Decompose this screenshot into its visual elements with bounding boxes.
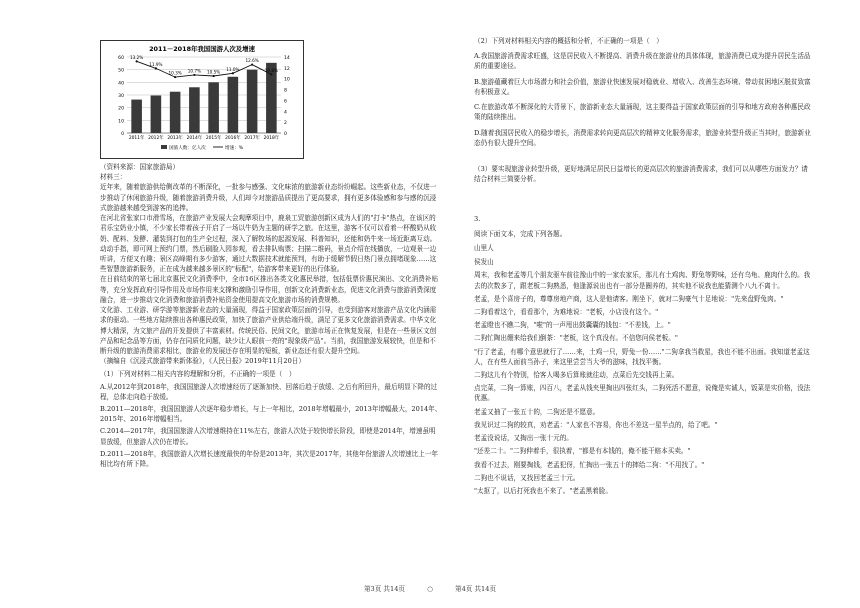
x-tick-label: 2018年 [263,136,280,141]
story-paragraph: 老孟瞪也不瞧二狗，"啦"的一声甩出鼓囊囊的钱包："不差钱，上。" [474,321,671,330]
story-paragraph: 老孟又抽了一张五十的，二狗还是不愿意。 [474,407,600,416]
bar [131,100,142,133]
material-three-label: 材料三： [100,173,127,182]
x-tick-label: 2015年 [205,136,222,141]
y-left-tick-label: 60 [118,56,124,61]
section-number: 3. [474,215,481,224]
x-tick-label: 2016年 [225,136,241,141]
growth-point [193,74,195,76]
page-footer [0,584,860,594]
story-paragraph: 二狗看着这个，看看那个，为难地说："老板，小店没有这个。" [474,307,659,316]
chart-title: 2011－2018年我国国游人次及增速 [149,45,255,53]
chart-source: （资料来源：国家旅游局） [100,163,180,171]
instruction: 阅读下面文本，完成下列各题。 [474,229,567,238]
x-tick-label: 2014年 [186,136,203,141]
story-paragraph: 我看不过去，刚要掏钱，老孟犯伢，忙掏出一张五十的摔给二狗："不用找了。" [474,460,705,469]
option-d: D.随着我国居民收入的稳步增长，消费需求转向更高层次的精神文化服务需求，旅游业转型升级正当其时，旅游新业态仍有很大提升空间。 [474,128,811,147]
question-2: （2）下列对材料相关内容的概括和分析，不正确的一项是（ ） [474,37,663,45]
paragraph: 在河北省张家口市滑雪场，在旅游产业发展大会观摩项目中，鹿泉工贸旅游创新区成为人们的"打卡"热点，在该区的君乐宝奶业小镇，不少家长带着孩子开启了一场以牛奶为主题的研学之旅。在这里，游客不仅可以看着一杯酸奶从收奶、配料、发酵、灌装到打包的生产全过程，深入了解牧场的起源发展、科普知识，还能和奶牛来一场近距离互动。 [100,214,437,243]
story-paragraph: 周末，我和老孟等几个朋友驱车前往豫山中的一家农家乐，那儿有土鸡肉、野兔等野味，还有乌龟、鹿肉什么的。我去的次数多了，跟老板二狗熟悉，他逢源说出也有一部分是圈养的，其实他不说我也能猜测个八九不离十。 [474,271,811,290]
growth-data-label: 10.7% [187,68,202,74]
option-d: D.2011—2018年，我国旅游人次增长速度最快的年份是2013年，其次是2017年，其他年份旅游人次增速比上一年相比均有所下降。 [100,449,439,469]
chart-svg [101,41,303,158]
story-paragraph: 点完菜，二狗一算账，四百八，老孟从钱夹里掏出四张红头，二狗死活不愿意，说俺是实诚人，饭菜是实价格，没法优惠。 [474,384,811,403]
y-right-tick-label: 10 [284,77,290,83]
story-paragraph: 我见识过二狗的较真，劝老孟："人家也不容易，你也不差这一星半点的，给了吧。" [474,420,718,429]
story-paragraph: 二狗也不说话，又找回老孟三十元。 [474,473,580,482]
growth-data-label: 10.3% [168,70,182,76]
story-paragraph: 二狗忙陶出绷来给我们倒茶："老板，这个真没有。不信您问侯老板。" [474,334,678,343]
bar [247,70,258,133]
question-3: （3）要实现旅游业转型升级，更好地满足居民日益增长的更高层次的旅游消费需求，我们可以从哪些方面发力？请结合材料三简要分析。 [474,164,808,184]
story-paragraph: "太抠了，以后打死我也不来了。"老孟黑着脸。 [474,487,612,495]
y-left-tick-label: 10 [118,119,124,125]
growth-point [270,73,272,75]
option-a: A.我国旅游消费需求旺盛，这是居民收入不断提高、消费升级在旅游业的具体体现，旅游消费已成为提升居民生活品质的重要途径。 [474,52,811,71]
growth-data-label: 12.6% [245,58,259,64]
story-title: 山里人 [474,243,494,252]
paragraph: 文化游、工业游、研学游等旅游新业态的大量涌现，得益于国家政策层面的引导，也受到游客对旅游产品文化内涵需求的驱动。一些地方陆续推出各种惠民政策，加快了旅游产业供给端升级，满足了更多文化旅游消费需求。中华文化博大精深，为文旅产品的开发提供了丰富素材。传统民俗、民间文化，旅游市场正在恢复发展，但是在一些景区文创产品和纪念品等方面，仍存在同质化问题，缺少让人眼前一亮的"现象级产品"。当前，我国旅游发展较快，但是和不断升级的旅游消费需求相比，旅游业的发展还存在明显的短板，新业态还有很大提升空间。 [100,306,437,355]
paragraph: 近年来，随着旅游供给侧改革的不断深化，一批参与感强、文化味浓的旅游新业态纷纷崛起。这些新业态，不仅进一步推动了休闲旅游升级，随着旅游消费升级，人们却今对旅游品质提出了更高要求，拥有更多体验感和参与感的沉浸式旅游越来越受到游客的追捧。 [100,183,437,212]
option-b: B.2011—2018年，我国国旅游人次逐年稳步增长，与上一年相比，2018年增幅最小，2013年增幅最大，2014年、2015年、2016年增幅相当。 [100,405,442,424]
x-tick-label: 2017年 [244,136,260,141]
legend-bar-swatch [161,145,167,149]
x-tick-label: 2013年 [167,136,183,141]
right-column [474,36,814,496]
x-tick-label: 2011年 [128,136,145,141]
bar [228,77,239,133]
y-right-tick-label: 6 [284,99,287,105]
y-right-tick-label: 14 [284,56,290,61]
left-column [100,162,442,469]
growth-data-label: 11.0% [226,66,240,72]
growth-point [155,67,157,69]
question-1: （1）下列对材料二相关内容的理解和分析，不正确的一项是（ ） [100,370,296,379]
growth-point [213,75,215,77]
y-left-tick-label: 50 [118,68,124,74]
story-paragraph: 老孟，是个喜房子的，尊尊房地产商，这人是他请客。刚坐下，就对二狗豪气十足地说："先来盘野兔肉。" [474,294,784,303]
y-left-tick-label: 30 [118,94,124,99]
y-right-tick-label: 12 [284,66,290,72]
bar [151,96,162,133]
growth-data-label: 10.8% [264,67,279,73]
option-c: C.在旅游改革不断深化的大背景下，旅游新业态大量涌现，这主要得益于国家政策层面的引导和地方政府各种惠民政策的陆续推出。 [474,103,811,122]
story-paragraph: 二狗这儿有个特别，恰客人喝多后算账就往动，点菜后先交钱再上菜。 [474,371,679,380]
story-paragraph: 老孟没说话，又掏出一张十元的。 [474,434,573,443]
growth-point [174,76,176,78]
y-left-tick-label: 0 [121,132,124,137]
option-c: C.2014—2017年，我国国旅游人次增速维持在11%左右，旅游人次处于较快增长阶段，即使是2014年，增速虽明显放缓，但旅游人次仍在增长。 [100,427,436,446]
legend-line-label: 增速：% [225,146,244,151]
y-right-tick-label: 0 [284,132,287,137]
bar [170,92,181,133]
growth-point [136,60,138,62]
page-separator: ○ [427,585,433,593]
story-paragraph: "行了老孟，有哪个意思就行了……来，土鸡一只，野兔一份……"二狗拿我当救星，我也不能不出面。我知道老孟这人，在有些人面前当孙子，来这里尝尝当大爷的滋味，找找平衡。 [474,347,810,366]
growth-data-label: 11.9% [149,61,163,67]
growth-point [251,64,253,66]
tourism-chart [100,40,304,159]
citation: （摘编自《沉浸式旅游带来新体验》，《人民日报》2019年11月20日） [100,357,305,366]
legend-bar-label: 国旅人数：亿人次 [169,146,206,151]
y-right-tick-label: 4 [284,110,287,116]
bar [189,87,200,133]
option-b: B.旅游蕴藏着巨大市场潜力和社会价值，旅游业快速发展对稳就业、增收入、改善生态环境、带动贫困地区脱贫致富有积极意义。 [474,77,811,96]
growth-data-label: 13.2% [129,54,144,60]
option-a: A.从2012年到2018年，我国国旅游人次增速经历了逐渐加快、回落后趋于放缓、之后有所回升，最后明显下降的过程，总体走向趋于放缓。 [100,382,438,401]
paragraph: 动动手指，即可网上预约门票，然后刷脸入园参观，看去排队购票；扫描二维码，景点介绍在线播放，一边观景一边听讲，方便又有趣；景区高峰期有多少游客，通过大数据技术就能预判，有助于缓解节假日热门景点拥堵现象……这些智慧旅游新服务，正在成为越来越多景区的"标配"，给游客带来更好的出行体验。 [100,244,437,274]
growth-data-label: 10.5% [206,69,221,75]
y-right-tick-label: 8 [284,88,287,94]
y-right-tick-label: 2 [284,121,287,127]
y-left-tick-label: 40 [118,81,124,87]
growth-point [232,72,234,74]
bar [208,82,219,133]
right-page-number: 第4页 共14页 [454,585,497,593]
story-author: 侯发山 [474,258,494,267]
y-left-tick-label: 20 [118,106,124,112]
paragraph: 在日前结束的第七届北京惠民文化消费季中，全市16区推出各类文化惠民举措，包括低票价惠民演出、文化消费补贴等，充分发挥政府引导作用及市场作用来支撑和激励引导作用，创新文化消费新业态，促进文化消费与旅游消费深度融合，进一步推动文化消费和旅游消费补贴资金使用提高文化旅游市场的消费规模。 [100,275,439,304]
left-page-number: 第3页 共14页 [363,585,405,593]
x-tick-label: 2012年 [148,136,164,141]
story-paragraph: "还差二十。"二狗伸着手，很执着，"都是有本钱的，俺不能干赔本买卖。" [474,447,691,456]
